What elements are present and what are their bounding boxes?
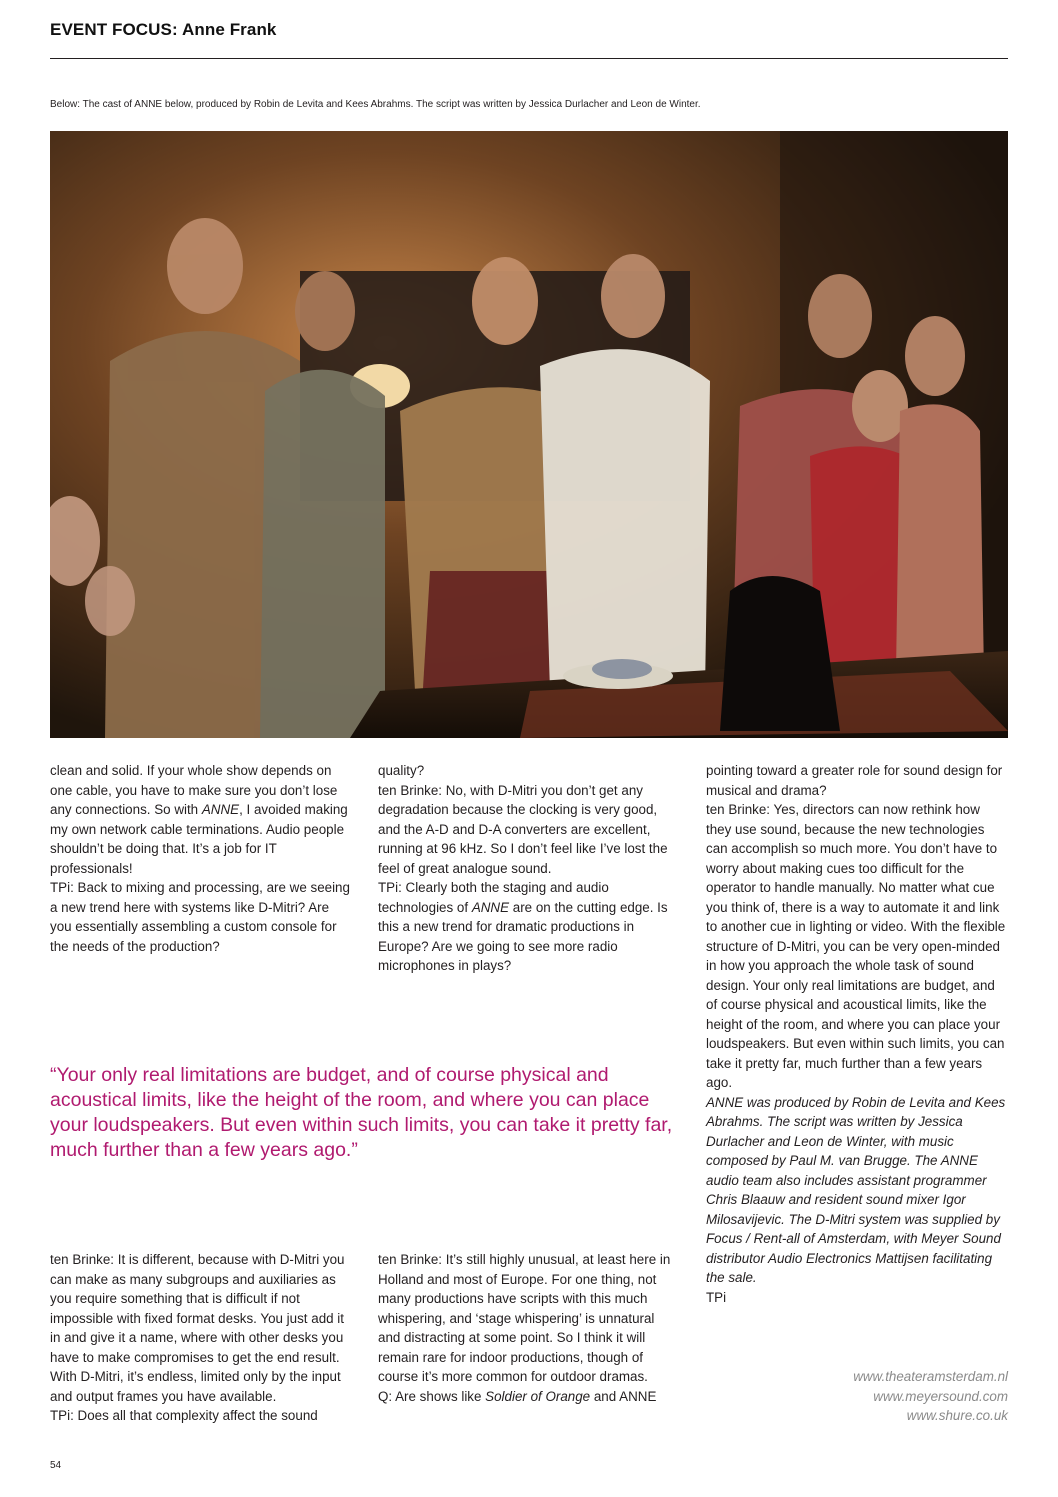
website-links (853, 1367, 1008, 1426)
link-shure[interactable]: www.shure.co.uk (906, 1408, 1008, 1423)
question-text: : Back to mixing and processing, are we seeing a new trend here with systems like D-Mitri? Are you essentially assembling a custom console for the needs of the production? (50, 880, 350, 954)
speaker-label: ten Brinke (378, 782, 439, 798)
pull-quote: “Your only real limitations are budget, and of course physical and acoustical limits, like the height of the room, and where you can place your loudspeakers. But even within such limits, you can take it pretty far, much further than a few years ago.” (50, 1064, 673, 1161)
question (378, 1387, 680, 1407)
speaker-label: TPi (50, 880, 71, 895)
link-meyersound[interactable]: www.meyersound.com (873, 1388, 1008, 1404)
text-span: , I avoided making my own network cable terminations. Audio people shouldn’t be doing that. It’s a job for IT professionals! (50, 802, 348, 876)
text-span: clean and solid. If your whole show depends on one cable, you have to make sure you don’t lose any connections. So with (50, 763, 338, 817)
speaker-label: ten Brinke (706, 802, 767, 817)
question (50, 1406, 352, 1426)
page-number: 54 (50, 1460, 62, 1471)
answer (706, 800, 1008, 1093)
question (50, 878, 352, 956)
question-text: and ANNE (590, 1388, 657, 1404)
speaker-label: ten Brinke (378, 1252, 439, 1267)
speaker-label: Q (378, 1388, 389, 1404)
page-header (50, 20, 277, 40)
speaker-label: TPi (50, 1408, 71, 1423)
column-1-top (50, 761, 352, 956)
paragraph: pointing toward a greater role for sound design for musical and drama? (706, 763, 1003, 798)
photo-caption: Below: The cast of ANNE below, produced by Robin de Levita and Kees Abrahms. The script was written by Jessica Durlacher and Leon de Winter. (50, 99, 701, 110)
question-text: : Does all that complexity affect the sound (70, 1408, 318, 1423)
speaker-label: TPi (378, 880, 399, 895)
italic-title: ANNE (201, 802, 240, 817)
answer-text: : No, with D-Mitri you don’t get any degradation because the clocking is very good, and the A-D and D-A converters are excellent, running at 96 kHz. So I don’t feel like I’ve lost the feel of great analogue sound. (378, 782, 668, 876)
answer (378, 1250, 680, 1387)
section-label: EVENT FOCUS: (50, 20, 178, 39)
question-text: are on the cutting edge. Is this a new trend for dramatic productions in Europe? Are we going to see more radio microphones in plays? (378, 899, 668, 973)
link-theateramsterdam[interactable]: www.theateramsterdam.nl (853, 1369, 1008, 1384)
paragraph (50, 761, 352, 878)
answer-text: : It is different, because with D-Mitri you can make as many subgroups and auxiliaries as you require something that is difficult if not impossible with fixed format desks. You just add it in and give it a name, where with other desks you have to make compromises to get the end result. With D-Mitri, it’s endless, limited only by the input and output frames you have available. (50, 1252, 345, 1404)
answer (50, 1250, 352, 1406)
header-divider (50, 58, 1008, 59)
article-title: Anne Frank (181, 20, 277, 39)
italic-title: ANNE (471, 899, 510, 915)
column-2-top (378, 761, 680, 976)
column-2-bottom (378, 1250, 680, 1406)
question-text: : Clearly both the staging and audio technologies of (378, 880, 609, 915)
italic-title: Soldier of Orange (485, 1388, 591, 1404)
column-3 (706, 761, 1008, 1307)
paragraph: quality? (378, 763, 425, 778)
question (378, 878, 680, 976)
answer-text: : It’s still highly unusual, at least here in Holland and most of Europe. For one thing, not many productions have scripts with this much whispering, and ‘stage whispering’ is unnatural and distracting at some point. So I think it will remain rare for indoor productions, though of course it’s more common for outdoor dramas. (378, 1252, 671, 1384)
column-1-bottom (50, 1250, 352, 1426)
answer-text: : Yes, directors can now rethink how they use sound, because the new technologies can accomplish so much more. You don’t have to worry about making cues too difficult for the operator to handle manually. No matter what cue you think of, there is a way to automate it and link to another cue in lighting or video. With the flexible structure of D-Mitri, you can be very open-minded in how you approach the whole task of sound design. Your only real limitations are budget, and of course physical and acoustical limits, like the height of the room, and where you can place your loudspeakers. But even within such limits, you can take it pretty far, much further than a few years ago. (706, 802, 1006, 1090)
cast-photo (50, 131, 1008, 738)
cast-photo-illustration (50, 131, 1008, 738)
question-text: : Are shows like (388, 1388, 486, 1404)
signoff: TPi (706, 1289, 727, 1305)
production-credits: ANNE was produced by Robin de Levita and Kees Abrahms. The script was written by Jessica Durlacher and Leon de Winter, with music composed by Paul M. van Brugge. The ANNE audio team also includes assistant programmer Chris Blaauw and resident sound mixer Igor Milosavijevic. The D-Mitri system was supplied by Focus / Rent-all of Amsterdam, with Meyer Sound distributor Audio Electronics Mattijsen facilitating the sale. (706, 1094, 1006, 1285)
speaker-label: ten Brinke (50, 1252, 111, 1267)
answer (378, 781, 680, 879)
